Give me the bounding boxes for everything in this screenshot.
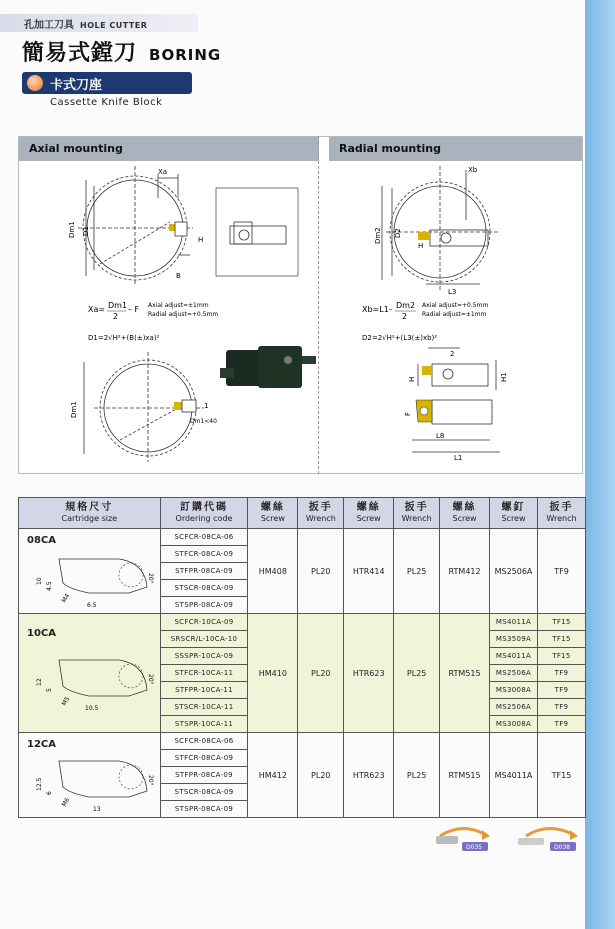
formula-d2: D2=2√H²+(L3(±)xb)² — [362, 334, 438, 342]
label-h1: H1 — [500, 372, 508, 382]
screw-3: RTM515 — [440, 614, 490, 733]
dim-12-length: 13 — [93, 806, 101, 813]
screw-2: HTR414 — [344, 529, 394, 614]
wrench-3: TF9 — [537, 716, 585, 733]
screw-1: HM412 — [248, 733, 298, 818]
axial-diagram — [18, 160, 318, 472]
label-d1: D1 — [82, 226, 90, 236]
label-b: B — [176, 272, 181, 280]
table-row — [19, 733, 586, 750]
page-title: 簡易式鏜刀 BORING — [22, 41, 222, 66]
label-dm1-lt-40: Dm1<40 — [190, 418, 217, 425]
screw-4: MS3509A — [490, 631, 538, 648]
screw-reference-icon[interactable] — [432, 822, 492, 852]
ordering-code: STSPR-08CA-09 — [160, 597, 248, 614]
dim-08-angle: 20° — [147, 573, 154, 584]
wrench-3: TF9 — [537, 529, 585, 614]
dim-10-thread: M5 — [60, 695, 72, 707]
dim-10-offset: 5 — [46, 688, 53, 692]
label-xb: Xb — [468, 166, 478, 174]
wrench-3: TF15 — [537, 614, 585, 631]
label-d2: D2 — [394, 228, 402, 238]
ordering-code: STSCR-10CA-11 — [160, 699, 248, 716]
dim-08-offset: 4.5 — [46, 581, 53, 591]
wrench-2: PL25 — [394, 733, 440, 818]
section-bullet-icon — [27, 75, 43, 91]
spec-table — [18, 497, 586, 818]
formula-xa-num: Dm1 — [108, 301, 128, 310]
ordering-code: SSSPR-10CA-09 — [160, 648, 248, 665]
table-row — [19, 529, 586, 546]
cartridge-12ca-drawing — [19, 733, 159, 813]
screw-4: MS2506A — [490, 665, 538, 682]
formula-xa-den: 2 — [113, 312, 119, 321]
divider — [318, 136, 319, 474]
dim-08-length: 6.5 — [87, 602, 97, 609]
formula-xa-left: Xa= — [88, 305, 106, 314]
ordering-code: SCFCR-08CA-06 — [160, 733, 248, 750]
formula-xb-num: Dm2 — [396, 301, 416, 310]
section-title-en: Cassette Knife Block — [50, 97, 163, 108]
ordering-code: STSCR-08CA-09 — [160, 580, 248, 597]
ordering-code: STSPR-08CA-09 — [160, 801, 248, 818]
wrench-1: PL20 — [298, 614, 344, 733]
wrench-3: TF9 — [537, 682, 585, 699]
screw-3: RTM412 — [440, 529, 490, 614]
ordering-code: STFCR-10CA-11 — [160, 665, 248, 682]
wrench-1: PL20 — [298, 733, 344, 818]
screw-3: RTM515 — [440, 733, 490, 818]
screw-1: HM408 — [248, 529, 298, 614]
axial-header: Axial mounting — [19, 137, 319, 161]
screw-4: MS2506A — [490, 699, 538, 716]
dim-10-height: 12 — [36, 678, 43, 686]
section-title-cn: 卡式刀座 — [50, 78, 103, 93]
dim-12-angle: 20° — [147, 775, 154, 786]
ordering-code: STSPR-10CA-11 — [160, 716, 248, 733]
dim-08-height: 10 — [36, 577, 43, 585]
header-wrench-3: 扳手 Wrench — [537, 498, 585, 529]
label-l1: L1 — [454, 454, 463, 462]
header-screw-4: 螺釘 Screw — [490, 498, 538, 529]
formula-xa-right: – F — [128, 305, 140, 314]
screw-4: MS4011A — [490, 733, 538, 818]
dim-10-length: 10.5 — [85, 705, 99, 712]
label-dm2: Dm2 — [374, 227, 382, 244]
wrench-2: PL25 — [394, 614, 440, 733]
wrench-reference-icon[interactable] — [516, 822, 582, 852]
header-screw-3: 螺絲 Screw — [440, 498, 490, 529]
screw-2: HTR623 — [344, 614, 394, 733]
cartridge-12ca — [19, 733, 161, 818]
header-screw-2: 螺絲 Screw — [344, 498, 394, 529]
ordering-code: STFPR-10CA-11 — [160, 682, 248, 699]
screw-4: MS3008A — [490, 716, 538, 733]
screw-1: HM410 — [248, 614, 298, 733]
ordering-code: SCFCR-10CA-09 — [160, 614, 248, 631]
label-xa: Xa — [158, 168, 168, 176]
cartridge-08ca-drawing — [19, 529, 159, 609]
formula-d1: D1=2√H²+(B(±)xa)² — [88, 334, 160, 342]
side-color-stripe — [585, 0, 615, 929]
radial-diagram — [320, 160, 582, 472]
wrench-2: PL25 — [394, 529, 440, 614]
wrench-3: TF15 — [537, 648, 585, 665]
wrench-3: TF15 — [537, 733, 585, 818]
ordering-code: STFPR-08CA-09 — [160, 767, 248, 784]
table-header-row — [19, 498, 586, 529]
ref-d038: D038 — [554, 844, 571, 851]
wrench-1: PL20 — [298, 529, 344, 614]
axial-adjust-note: Axial adjust=±1mm — [148, 302, 209, 309]
ordering-code: STSCR-08CA-09 — [160, 784, 248, 801]
cartridge-10ca — [19, 614, 161, 733]
header-cartridge-size: 規格尺寸 Cartridge size — [19, 498, 161, 529]
size-name: 10CA — [27, 628, 56, 639]
header-wrench-2: 扳手 Wrench — [394, 498, 440, 529]
screw-2: HTR623 — [344, 733, 394, 818]
screw-4: MS4011A — [490, 648, 538, 665]
wrench-3: TF15 — [537, 631, 585, 648]
table-row — [19, 614, 586, 631]
label-h-detail: H — [408, 376, 416, 382]
ordering-code: STFCR-08CA-09 — [160, 546, 248, 563]
formula-xb-den: 2 — [402, 312, 408, 321]
label-h-radial: H — [418, 242, 424, 250]
dim-12-offset: 6 — [46, 791, 53, 795]
ordering-code: SRSCR/L-10CA-10 — [160, 631, 248, 648]
dim-08-thread: M4 — [60, 592, 72, 604]
header-wrench-1: 扳手 Wrench — [298, 498, 344, 529]
label-l8: L8 — [436, 432, 445, 440]
wrench-3: TF9 — [537, 665, 585, 682]
header-screw-1: 螺絲 Screw — [248, 498, 298, 529]
label-h: H — [198, 236, 204, 244]
screw-4: MS2506A — [490, 529, 538, 614]
label-l3: L3 — [448, 288, 457, 296]
label-one: 1 — [204, 402, 209, 410]
ref-d035: D035 — [466, 844, 483, 851]
cassette-photo — [220, 346, 316, 388]
formula-xb-left: Xb=L1– — [362, 305, 393, 314]
header-ordering-code: 訂購代碼 Ordering code — [160, 498, 248, 529]
dim-12-thread: M6 — [60, 796, 72, 808]
size-name: 08CA — [27, 535, 56, 546]
dim-10-angle: 20° — [147, 674, 154, 685]
cartridge-08ca — [19, 529, 161, 614]
radial-header: Radial mounting — [329, 137, 582, 161]
size-name: 12CA — [27, 739, 56, 750]
radial-axial-adjust-note: Axial adjust=+0.5mm — [422, 302, 489, 309]
radial-adjust-note: Radial adjust=+0.5mm — [148, 311, 219, 318]
ordering-code: STFCR-08CA-09 — [160, 750, 248, 767]
screw-4: MS4011A — [490, 614, 538, 631]
label-2: 2 — [450, 350, 455, 358]
ordering-code: SCFCR-08CA-06 — [160, 529, 248, 546]
label-dm1: Dm1 — [68, 221, 76, 238]
section-bar — [22, 72, 192, 94]
radial-radial-adjust-note: Radial adjust=±1mm — [422, 311, 487, 318]
cartridge-10ca-drawing — [19, 614, 159, 726]
label-f: F — [404, 411, 412, 416]
screw-4: MS3008A — [490, 682, 538, 699]
dim-12-height: 12.5 — [36, 777, 43, 791]
category-label: 孔加工刀具 HOLE CUTTER — [24, 20, 148, 31]
wrench-3: TF9 — [537, 699, 585, 716]
label-dm1-small: Dm1 — [70, 401, 78, 418]
ordering-code: STFPR-08CA-09 — [160, 563, 248, 580]
